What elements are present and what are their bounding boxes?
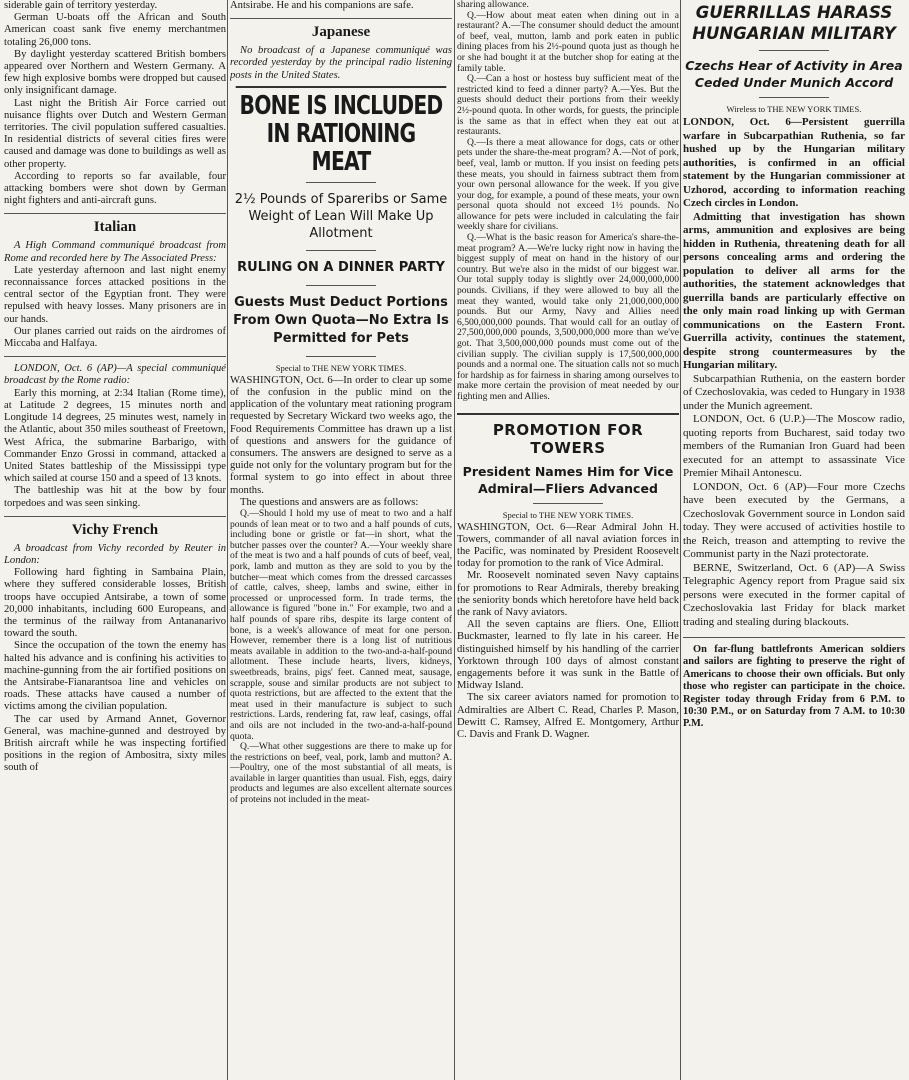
article-paragraph: LONDON, Oct. 6 (U.P.)—The Moscow radio, quoting reports from Bucharest, said today two members of the Rumanian Iron Guard had been executed for an attempt to assassinate Vice Premier Mihail Antonescu. [683, 413, 905, 479]
article-paragraph: BERNE, Switzerland, Oct. 6 (AP)—A Swiss Telegraphic Agency report from Prague said six persons were executed in the former capital of Czechoslovakia last Friday for black market trading and stealing during blackouts. [683, 561, 905, 628]
dateline-special: Special to THE NEW YORK TIMES. [275, 362, 407, 373]
article-paragraph: The car used by Armand Annet, Governor General, was machine-gunned and destroyed by British aircraft while he was inspecting fortified positions in the region of Ambositra, sixty miles south of [4, 713, 226, 774]
article-paragraph: Following hard fighting in Sambaina Plain, where they suffered considerable losses, British troops have occupied Antsirabe, a town of some 20,000 inhabitants, including 600 Europeans, and the terminus of the railway from Antananarivo toward the south. [4, 567, 226, 640]
article-paragraph: LONDON, Oct. 6—Persistent guerrilla warfare in Subcarpathian Ruthenia, so far hushed up by the Hungarian military authorities, is confirmed in an official statement by the Hungarian commissioner at Uzhorod, according to information reaching Czech circles in London. [683, 116, 905, 209]
column-4 [683, 0, 905, 1080]
divider [306, 182, 376, 183]
article-paragraph: WASHINGTON, Oct. 6—Rear Admiral John H. Towers, commander of all naval aviation forces in the Pacific, was nominated by President Roosevelt today for promotion to the rank of Vice Admiral. [457, 521, 679, 570]
article-paragraph: siderable gain of territory yesterday. [4, 0, 158, 11]
headline-guerrillas: GUERRILLAS HARASS HUNGARIAN MILITARY [692, 3, 896, 43]
column-rule [680, 0, 681, 1080]
article-paragraph: Q.—How about meat eaten when dining out in a restaurant? A.—The consumer should deduct the amount of beef, veal, mutton, lamb and pork eaten in public dining places from his 2½-pound quota just as though he or she had bought it at the butcher shop for eating at the family table. [457, 9, 679, 74]
section-heading-japanese: Japanese [230, 18, 452, 41]
article-paragraph: Last night the British Air Force carried out nuisance flights over Dutch and Western German territories. The civil population suffered casualties. In residential districts of several cities fires were caused and damage was done to buildings as well as other property. [4, 97, 226, 170]
column-rule [454, 0, 455, 1080]
article-paragraph: Admitting that investigation has shown arms, ammunition and explosives are being hidden in Ruthenia, threatening death for all persons concealing arms and ordering the population to deliver all arms for the authorities, the statement acknowledges that guerrilla bands are particularly effective on the only main road linking up with German communications on the Eastern Front. Guerrilla activity, continues the statement, despite strong countermeasures by the Hungarian military. [683, 210, 905, 371]
article-paragraph: Late yesterday afternoon and last night enemy reconnaissance forces attacked positions in the central sector of the Egyptian front. They were repulsed with heavy losses. Many prisoners are in our hands. [4, 264, 226, 325]
article-paragraph: Q.—Should I hold my use of meat to two and a half pounds of lean meat or to two and a half pounds of cuts, including bone or gristle or fat—in short, what the butcher passes over the counter? A.—Your weekly share of the meat is two and a half pounds of cuts of beef, veal, pork, lamb and mutton as they are sold to you by the butcher—meat which comes from the dressed carcasses of cattle, calves, sheep, lambs and swine, either in processed or unprocessed form. In trade terms, the allowance is figured "bone in." For example, two and a half pounds of spare ribs, despite its large content of bone, is a week's allowance of meat for one person. However, remember there is a long list of nutritious meats available in addition to the two-and-a-half-pound allotment. These include hearts, livers, kidneys, sweetbreads, brains, pigs' feet. Canned meat, sausage, scrapple, souse and similar products are not subject to quota restrictions, but are affected to the extent that the meat used in their manufacture is subject to such restrictions. Lards, rendering fat, raw leaf, casings, offal and oils are not included in the two-and-a-half-pound quota. [230, 508, 452, 742]
article-paragraph: Q.—Can a host or hostess buy sufficient meat of the restricted kind to feed a dinner party? A.—Yes. But the guests should deduct their portions from their weekly 2½-pound quota. In other words, for guests, the principle is the same as that in effect when they eat out at restaurants. [457, 73, 679, 138]
article-paragraph: By daylight yesterday scattered British bombers appeared over Northern and Western Germany. A few high explosive bombs were dropped but caused only insignificant damage. [4, 48, 226, 97]
column-2 [230, 0, 452, 1080]
divider [306, 285, 376, 286]
register-notice-text: On far-flung battlefronts American soldiers and sailors are fighting to preserve the right of Americans to choose their own officials. But only those who register can participate in the choice. Register today through Friday from 6 P.M. to 10:30 P.M., or on Saturday from 7 A.M. to 10:30 P.M. [683, 644, 905, 730]
headline-deck: RULING ON A DINNER PARTY [237, 259, 445, 275]
article-paragraph: The questions and answers are as follows: [240, 496, 419, 508]
headline-deck: 2½ Pounds of Spareribs or Same Weight of Lean Will Make Up Allotment [234, 191, 448, 241]
divider [306, 356, 376, 357]
section-heading-vichy: Vichy French [4, 516, 226, 539]
headline-deck: President Names Him for Vice Admiral—Fliers Advanced [462, 463, 674, 496]
divider [533, 503, 603, 504]
section-intro: A broadcast from Vichy recorded by Reuter in London: [4, 542, 226, 566]
article-paragraph: Q.—Is there a meat allowance for dogs, cats or other pets under the share-the-meat program? A.—Not of pork, beef, veal, lamb or mutton. If you insist on feeding pets these meats, you should in fairness subtract them from your own personal allowance for the week. If you give your dog, for example, a pound of these meats, your own personal quota should not exceed 1½ pounds. No allowance for pets were included in calculating the fair weekly share for civilians. [457, 136, 679, 233]
column-3 [457, 0, 679, 1080]
article-paragraph: The battleship was hit at the bow by four torpedoes and was seen sinking. [4, 485, 226, 509]
article-paragraph: Q.—What is the basic reason for America's share-the-meat program? A.—We're lucky right now in having the biggest supply of meat on hand in the history of our country. But we're also in the midst of our biggest war. Our total supply today is slightly over 24,000,000,000 pounds. Civilians, if they were allowed to buy all the meat they wanted, would take only 21,000,000,000 pounds. But our Army, Navy and Allies need 6,500,000,000 pounds. That would call for an outlay of 27,500,000,000 pounds, 3,500,000,000 more than we've got. That 3,500,000,000 pounds must come out of the civilian supply. The civilian supply is 17,500,000,000 pounds and a normal one. The situation calls not so much for hardship as for fairness in sharing among ourselves to make more certain the provision of meat needed by our fighting men and Allies. [457, 232, 679, 402]
article-paragraph: sharing allowance. [457, 0, 529, 10]
article-paragraph: Since the occupation of the town the enemy has halted his advance and is confining his activities to machine-gunning from the air fortified positions on the Antsirabe-Fianarantsoa line and vehicles on roads. These attacks have caused a number of victims among the civilian population. [4, 640, 226, 713]
article-paragraph: Our planes carried out raids on the airdromes of Miccaba and Halfaya. [4, 325, 226, 350]
dateline-wireless: Wireless to THE NEW YORK TIMES. [726, 104, 862, 114]
article-paragraph: Subcarpathian Ruthenia, on the eastern border of Czechoslovakia, was ceded to Hungary in 1938 under the Munich agreement. [683, 372, 905, 412]
headline-deck: Czechs Hear of Activity in Area Ceded Under Munich Accord [685, 58, 903, 90]
headline-deck: Guests Must Deduct Portions From Own Quota—No Extra Is Permitted for Pets [233, 294, 449, 346]
article-paragraph: According to reports so far available, four attacking bombers were shot down by German night fighters and anti-aircraft guns. [4, 170, 226, 207]
section-intro: No broadcast of a Japanese communiqué was recorded yesterday by the principal radio listening posts in the United States. [230, 45, 452, 81]
article-paragraph: German U-boats off the African and South American coast sank five enemy merchantmen totaling 26,000 tons. [4, 12, 226, 48]
section-intro: A High Command communiqué broadcast from Rome and recorded here by The Associated Press: [4, 240, 226, 264]
section-heading-italian: Italian [4, 213, 226, 236]
article-paragraph: LONDON, Oct. 6 (AP)—Four more Czechs have been executed by the Germans, a Czechoslovak Government source in London said today. They were accused of activities hostile to the Reich, treason and attempting to revive the Communist party in the Nazi protectorate. [683, 480, 905, 560]
register-notice [683, 637, 905, 731]
divider [759, 50, 829, 51]
article-paragraph: All the seven captains are fliers. One, Elliott Buckmaster, learned to fly late in his career. He distinguished himself by his handling of the carrier Yorktown through 100 days of almost constant engagements before it was sunk in the Battle of Midway Island. [457, 619, 679, 692]
headline-bone-rationing: BONE IS INCLUDED IN RATIONING MEAT [236, 86, 447, 176]
headline-towers-promotion: PROMOTION FOR TOWERS [457, 413, 679, 457]
article-paragraph: Mr. Roosevelt nominated seven Navy captains for promotions to Rear Admirals, thereby breaking the seniority bonds which heretofore have held back the rank of Navy aviators. [457, 570, 679, 618]
divider [759, 97, 829, 98]
article-paragraph: Early this morning, at 2:34 Italian (Rome time), at Latitude 2 degrees, 15 minutes north and Longitude 14 degrees, 25 minutes west, namely in the Atlantic, about 350 miles southeast of Freetown, West Africa, the submarine Barbarigo, with Commander Enzo Grossi in command, attacked a United States battleship of the Mississippi type which sailed at course 150 and a speed of 13 knots. [4, 387, 226, 485]
article-paragraph: Antsirabe. He and his companions are safe. [230, 0, 414, 11]
column-1 [4, 0, 226, 1080]
column-rule [227, 0, 228, 1080]
divider [306, 250, 376, 251]
article-paragraph: The six career aviators named for promotion to Admiralties are Albert C. Read, Charles P. Mason, Dewitt C. Ramsey, Alfred E. Montgomery, Arthur C. Davis and Frank D. Wagner. [457, 692, 679, 741]
article-paragraph: Q.—What other suggestions are there to make up for the restrictions on beef, veal, pork, lamb and mutton? A.—Poultry, one of the most substantial of all meats, is available in larger quantities than usual. Fish, eggs, dairy products and legumes are also excellent alternate sources of proteins not included in the meat- [230, 741, 452, 806]
article-paragraph: WASHINGTON, Oct. 6—In order to clear up some of the confusion in the public mind on the application of the voluntary meat rationing program requested by Secretary Wickard two weeks ago, the Food Requirements Committee has drawn up a list of questions and answers for the guidance of consumers. The answers are designed to serve as a guide not only for the voluntary program but for the formal system to go into effect in about three months. [230, 374, 452, 496]
section-intro: LONDON, Oct. 6 (AP)—A special communiqué broadcast by the Rome radio: [4, 363, 226, 387]
divider [4, 356, 226, 357]
dateline-special: Special to THE NEW YORK TIMES. [502, 509, 634, 520]
